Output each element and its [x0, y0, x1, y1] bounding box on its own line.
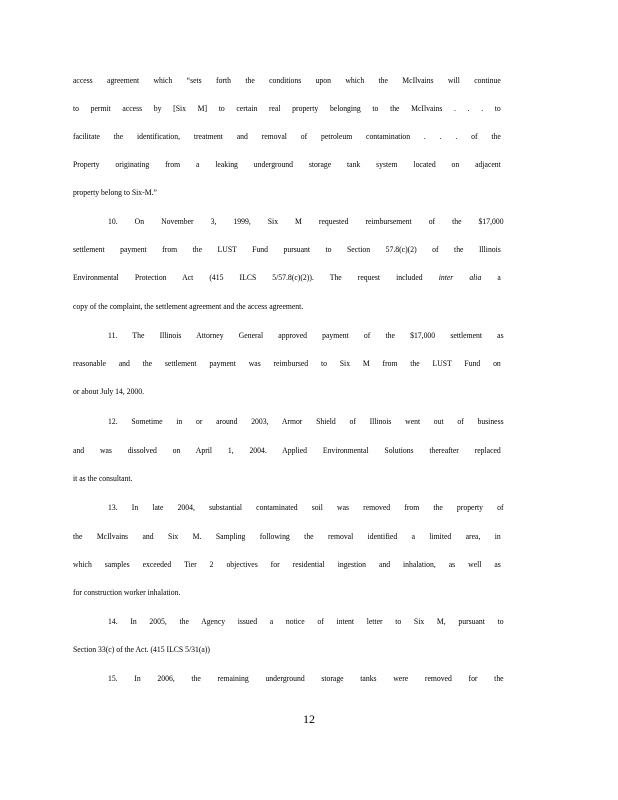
text-line: settlement payment from the LUST Fund pursuant to Section 57.8(c)(2) of the Illinois — [73, 245, 501, 254]
paragraph-first-line: 10. On November 3, 1999, Six M requested reimbursement of the $17,000 — [108, 217, 504, 226]
text-line: reasonable and the settlement payment was reimbursed to Six M from the LUST Fund on — [73, 359, 501, 368]
text-line: the McIlvains and Six M. Sampling following the removal identified a limited area, in — [73, 532, 501, 541]
page-number: 12 — [303, 712, 315, 726]
italic-phrase: inter alia — [438, 273, 482, 282]
text-line: to permit access by [Six M] to certain real property belonging to the McIlvains . . . to — [73, 104, 501, 113]
text-line: property belong to Six-M.” — [73, 188, 157, 197]
text-line: for construction worker inhalation. — [73, 588, 181, 597]
paragraph-first-line: 15. In 2006, the remaining underground storage tanks were removed for the — [108, 674, 504, 683]
text-line: facilitate the identification, treatment and removal of petroleum contamination . . . of the — [73, 132, 501, 141]
paragraph-first-line: 11. The Illinois Attorney General approved payment of the $17,000 settlement as — [108, 331, 504, 340]
text-line: copy of the complaint, the settlement agreement and the access agreement. — [73, 302, 304, 311]
text-line: and was dissolved on April 1, 2004. Applied Environmental Solutions thereafter replaced — [73, 446, 501, 455]
paragraph-first-line: 13. In late 2004, substantial contaminated soil was removed from the property of — [108, 503, 504, 512]
text-line: Environmental Protection Act (415 ILCS 5/57.8(c)(2)). The request included inter alia a — [73, 273, 501, 282]
paragraph-first-line: 12. Sometime in or around 2003, Armor Shield of Illinois went out of business — [108, 417, 504, 426]
text-line: or about July 14, 2000. — [73, 387, 145, 396]
text-line: access agreement which “sets forth the conditions upon which the McIlvains will continue — [73, 76, 501, 85]
text-line: it as the consultant. — [73, 474, 133, 483]
paragraph-first-line: 14. In 2005, the Agency issued a notice of intent letter to Six M, pursuant to — [108, 617, 504, 626]
text-line: Section 33(c) of the Act. (415 ILCS 5/31(a)) — [73, 645, 210, 654]
text-line: which samples exceeded Tier 2 objectives for residential ingestion and inhalation, as well as — [73, 560, 501, 569]
text-line: Property originating from a leaking underground storage tank system located on adjacent — [73, 160, 501, 169]
